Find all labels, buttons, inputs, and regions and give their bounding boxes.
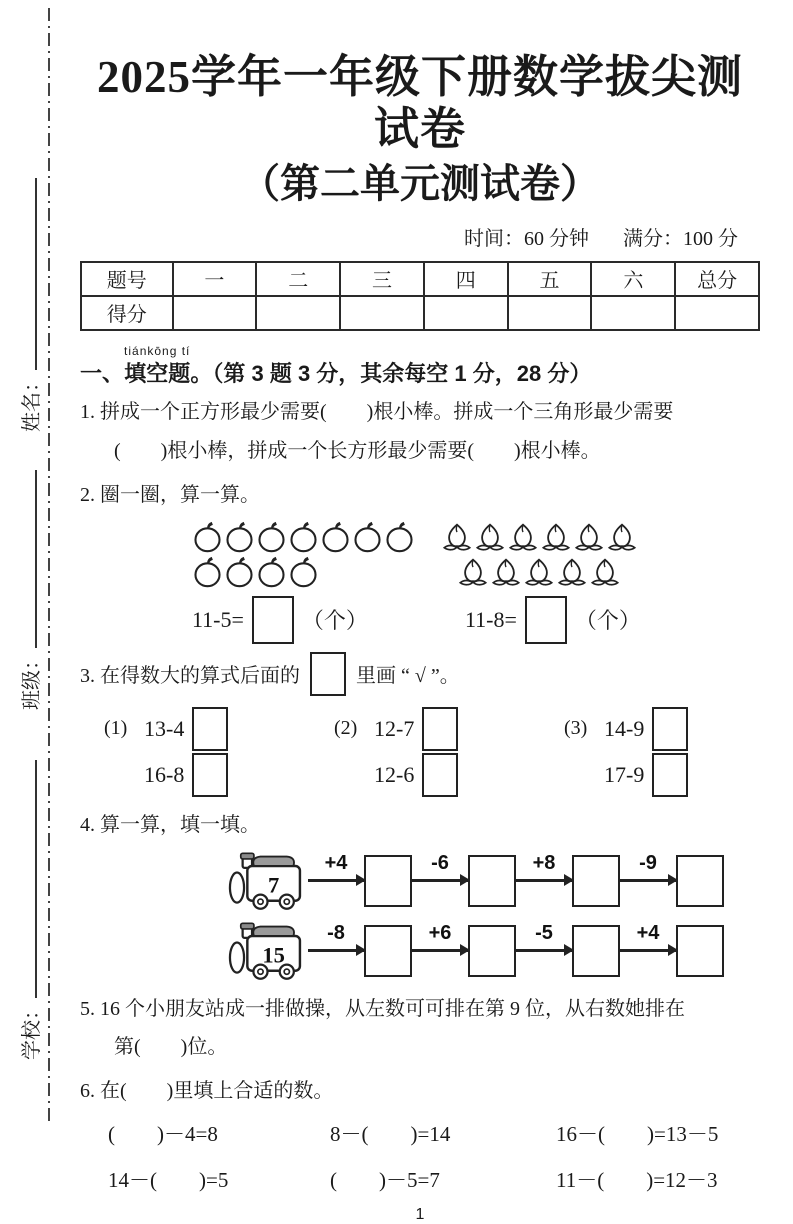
score-cell-empty[interactable] [340,296,424,330]
paper-title: 2025学年一年级下册数学拔尖测试卷 [96,52,743,154]
peach-icon [606,522,638,553]
operation-label: +8 [532,852,556,874]
page-number: 1 [415,1205,425,1223]
chain-arrow [412,852,468,882]
chain-arrow [620,922,676,952]
answer-box[interactable] [468,855,516,907]
answer-box[interactable] [422,753,458,797]
item-tag: (3) [564,717,588,739]
class-field-strip [12,456,46,710]
train-icon [228,920,308,982]
answer-box[interactable] [572,855,620,907]
chain-arrow [308,852,364,882]
score-table-score-row [81,296,759,330]
operation-label: -5 [535,922,553,944]
time-limit: 时间：60 分钟 [464,227,589,250]
chain-arrow [516,852,572,882]
peach-icon [490,557,522,588]
question-6 [80,1076,760,1194]
fill-equation: 14－( )=5 [108,1167,229,1192]
apple-icon [256,554,287,588]
section-number: 一、 [80,360,125,386]
question-1-line2: ( )根小棒，拼成一个长方形最少需要( )根小棒。 [114,439,601,462]
chain-arrow [620,852,676,882]
answer-box[interactable] [192,707,228,751]
fruit-row [192,553,415,588]
score-table-header-cell: 三 [340,262,424,296]
chain-row-2 [228,920,760,982]
expression: 12-7 [374,715,415,741]
fill-equation: 8－( )=14 [330,1121,451,1146]
answer-box[interactable] [364,925,412,977]
question-2 [80,480,760,644]
score-table [80,261,760,331]
fill-equation: 11－( )=12－3 [556,1167,718,1192]
school-blank-line[interactable] [21,760,37,998]
question-2-equations [192,596,760,644]
class-blank-line[interactable] [21,470,37,648]
score-cell-empty[interactable] [675,296,759,330]
operation-label: -9 [639,852,657,874]
example-box [310,652,346,696]
number-chains [228,850,760,982]
apple-icon [224,554,255,588]
fruit-row [457,553,638,588]
compare-item [144,752,334,798]
score-table-header-cell: 二 [256,262,340,296]
score-table-header-cell: 总分 [675,262,759,296]
operation-label: -6 [431,852,449,874]
answer-box[interactable] [525,596,567,644]
name-blank-line[interactable] [21,178,37,370]
answer-box[interactable] [468,925,516,977]
question-3 [80,652,760,798]
equation-right-expr: 11-8= [464,606,517,632]
paper-body [80,0,760,1224]
score-table-header-cell: 五 [508,262,592,296]
score-cell-empty[interactable] [173,296,257,330]
apple-icon [192,554,223,588]
score-cell-empty[interactable] [256,296,340,330]
fill-equation: ( )－5=7 [330,1167,440,1192]
peach-icon [523,557,555,588]
question-4 [80,810,760,982]
paper-subtitle: （第二单元测试卷） [240,160,600,206]
item-tag: (2) [334,717,358,739]
answer-box[interactable] [572,925,620,977]
equation-right [465,596,641,644]
answer-box[interactable] [676,925,724,977]
compare-item [104,706,334,752]
question-5-line2: 第( )位。 [114,1035,228,1058]
score-row-label: 得分 [81,296,173,330]
school-label: 学校： [20,1000,43,1060]
peach-icon [507,522,539,553]
question-5-line1: 5. 16 个小朋友站成一排做操，从左数可可排在第 9 位，从右数她排在 [80,997,685,1020]
chain-arrow [412,922,468,952]
apple-icon [288,519,319,553]
expression: 13-4 [144,715,185,741]
equation-left-expr: 11-5= [192,606,244,632]
compare-item [334,706,564,752]
fold-cut-line [48,8,50,1122]
chain-start-number: 7 [268,871,280,897]
score-table-header-cell: 六 [591,262,675,296]
section-score-note: 。（第 3 题 3 分，其余每空 1 分，28 分） [190,360,592,386]
question-3-column [104,706,334,798]
apple-icon [288,554,319,588]
answer-box[interactable] [652,707,688,751]
class-label: 班级： [20,650,43,710]
apple-icon [192,519,223,553]
answer-box[interactable] [676,855,724,907]
question-3-column [334,706,564,798]
question-1-line1: 1. 拼成一个正方形最少需要( )根小棒。拼成一个三角形最少需要 [80,400,674,423]
chain-arrow [308,922,364,952]
answer-box[interactable] [252,596,294,644]
score-table-header-row [81,262,759,296]
fruit-row [192,518,415,553]
apple-icon [256,519,287,553]
chain-row-1 [228,850,760,912]
answer-box[interactable] [364,855,412,907]
fruit-row [441,518,638,553]
peach-icon [540,522,572,553]
apple-icon [352,519,383,553]
compare-item [374,752,564,798]
score-table-header-cell: 一 [173,262,257,296]
operation-label: +4 [636,922,660,944]
equation-left-unit: （个） [301,608,368,633]
question-3-grid [104,706,760,798]
expression: 12-6 [374,761,415,787]
name-field-strip [12,166,46,432]
item-tag: (1) [104,717,128,739]
score-cell-empty[interactable] [424,296,508,330]
apple-icon [320,519,351,553]
question-3-label-after: 里画 “ √ ”。 [356,665,460,687]
apple-group [192,518,415,588]
peach-icon [474,522,506,553]
expression: 14-9 [604,715,645,741]
score-table-header-cell: 四 [424,262,508,296]
section-heading [80,345,760,388]
apple-icon [224,519,255,553]
operation-label: +4 [324,852,348,874]
pinyin-annotation: tiánkōng tí [124,343,191,358]
compare-item [604,752,760,798]
equation-left [192,596,368,644]
score-table-header-cell: 题号 [81,262,173,296]
question-2-label: 2. 圈一圈，算一算。 [80,483,260,506]
peach-icon [573,522,605,553]
expression: 17-9 [604,761,645,787]
peach-icon [457,557,489,588]
score-cell-empty[interactable] [508,296,592,330]
school-field-strip [12,746,46,1060]
apple-icon [384,519,415,553]
expression: 16-8 [144,761,185,787]
peach-icon [556,557,588,588]
full-score: 满分：100 分 [623,227,738,250]
section-word: 填空题 [124,360,191,386]
fruit-picture-area [192,518,760,588]
answer-box[interactable] [192,753,228,797]
answer-box[interactable] [652,753,688,797]
answer-box[interactable] [422,707,458,751]
question-6-equations [108,1118,760,1194]
question-3-label-before: 3. 在得数大的算式后面的 [80,665,300,687]
chain-arrow [516,922,572,952]
fill-equation: 16－( )=13－5 [556,1121,719,1146]
operation-label: -8 [327,922,345,944]
train-icon [228,850,308,912]
fill-equation: ( )－4=8 [108,1121,218,1146]
peach-icon [589,557,621,588]
equation-right-unit: （个） [574,608,641,633]
exam-meta [80,222,760,251]
question-4-label: 4. 算一算，填一填。 [80,813,260,836]
name-label: 姓名： [20,372,43,432]
question-5 [80,994,760,1062]
question-1 [80,397,760,466]
score-cell-empty[interactable] [591,296,675,330]
compare-item [564,706,760,752]
chain-start-number: 15 [262,941,285,967]
peach-icon [441,522,473,553]
operation-label: +6 [428,922,452,944]
question-3-label [80,652,760,696]
question-3-column [564,706,760,798]
peach-group [441,518,638,588]
question-6-label: 6. 在( )里填上合适的数。 [80,1079,334,1102]
